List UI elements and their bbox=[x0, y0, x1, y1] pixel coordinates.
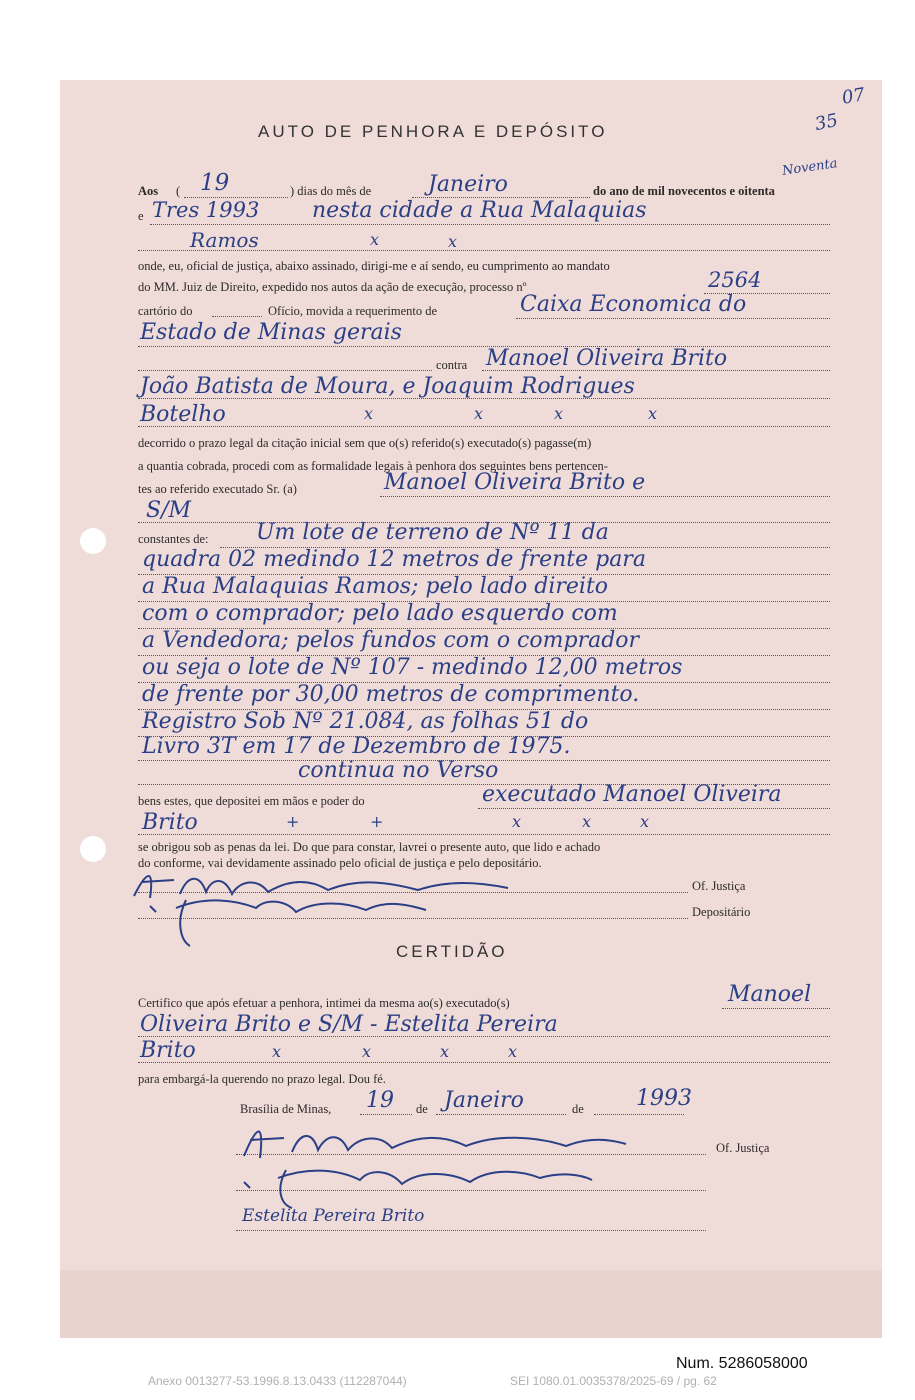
deposit2-hw: Brito bbox=[142, 810, 198, 835]
sei-reference: SEI 1080.01.0035378/2025-69 / pg. 62 bbox=[510, 1374, 717, 1388]
paren-open: ( bbox=[176, 184, 181, 198]
bens-line-9: Livro 3T em 17 de Dezembro de 1975. bbox=[142, 734, 571, 759]
sig-line-estelita bbox=[236, 1230, 706, 1231]
paper-worn-edge bbox=[60, 1270, 882, 1338]
folio-number: 07 bbox=[840, 84, 867, 109]
bens-line-4: com o comprador; pelo lado esquerdo com bbox=[142, 601, 618, 626]
punch-hole-bottom bbox=[80, 836, 106, 862]
anexo-reference: Anexo 0013277-53.1996.8.13.0433 (112287044) bbox=[148, 1374, 407, 1388]
cert-exec-hw: Manoel bbox=[728, 982, 812, 1007]
contra-label: contra bbox=[436, 358, 468, 372]
cert-line-3 bbox=[138, 1062, 830, 1063]
document-number: Num. 5286058000 bbox=[676, 1355, 808, 1372]
mark-x: x bbox=[440, 1042, 450, 1061]
onde-text: onde, eu, oficial de justiça, abaixo assinado, dirigi-me e aí sendo, eu cumprimento ao mandato bbox=[138, 259, 610, 273]
quantia-text: a quantia cobrada, procedi com as formalidade legais à penhora dos seguintes bens pertencen- bbox=[138, 459, 608, 473]
cartorio-line bbox=[212, 316, 262, 317]
handwritten-page-number: 35 bbox=[813, 109, 840, 136]
contra-line-right bbox=[482, 370, 830, 371]
date-day-hw: 19 bbox=[366, 1088, 394, 1113]
exec-sr2-hw: S/M bbox=[146, 498, 192, 523]
exec-sr-hw: Manoel Oliveira Brito e bbox=[384, 470, 646, 495]
dias-mes-label: ) dias do mês de bbox=[290, 184, 372, 198]
mm-text: do MM. Juiz de Direito, expedido nos autos da ação de execução, processo nº bbox=[138, 280, 527, 294]
mark-x: x bbox=[362, 1042, 372, 1061]
year-hw: Tres 1993 bbox=[152, 198, 260, 222]
oficio-label: Ofício, movida a requerimento de bbox=[268, 304, 438, 318]
cert-line-2 bbox=[138, 1036, 830, 1037]
signature-executado bbox=[240, 1160, 600, 1210]
bens-line-3: a Rua Malaquias Ramos; pelo lado direito bbox=[142, 574, 609, 599]
constantes-label: constantes de: bbox=[138, 532, 209, 546]
cartorio-label: cartório do bbox=[138, 304, 193, 318]
decorrido-text: decorrido o prazo legal da citação inicial sem que o(s) referido(s) executado(s) pagasse(m) bbox=[138, 436, 592, 450]
mark-x: x bbox=[648, 404, 658, 423]
requerente2-hw: Estado de Minas gerais bbox=[140, 320, 402, 345]
cert-exec-line bbox=[722, 1008, 830, 1009]
conforme-text: do conforme, vai devidamente assinado pelo oficial de justiça e pelo depositário. bbox=[138, 856, 542, 870]
deposit-hw: executado Manoel Oliveira bbox=[482, 782, 782, 807]
of-justica-label: Of. Justiça bbox=[692, 879, 746, 893]
date-year-hw: 1993 bbox=[636, 1086, 692, 1111]
processo-hw: 2564 bbox=[708, 268, 762, 292]
executado-hw: Manoel Oliveira Brito bbox=[486, 346, 728, 371]
cert-exec3-hw: Brito bbox=[140, 1038, 196, 1063]
exec-sr-line bbox=[380, 496, 830, 497]
of-justica-label-2: Of. Justiça bbox=[716, 1141, 770, 1155]
signature-depositario bbox=[146, 890, 436, 950]
line-deposit2 bbox=[138, 834, 830, 835]
place-hw: nesta cidade a Rua Malaquias bbox=[312, 198, 647, 223]
mark-x: x bbox=[582, 812, 592, 831]
certifico-text: Certifico que após efetuar a penhora, intimei da mesma ao(s) executado(s) bbox=[138, 996, 510, 1010]
date-month-hw: Janeiro bbox=[444, 1088, 524, 1113]
month-hw: Janeiro bbox=[428, 172, 508, 197]
mark-x: x bbox=[508, 1042, 518, 1061]
bens-line-2: quadra 02 medindo 12 metros de frente para bbox=[142, 547, 646, 572]
line-exec3 bbox=[138, 426, 830, 427]
bens-line-6: ou seja o lote de Nº 107 - medindo 12,00 metros bbox=[142, 655, 683, 680]
executado3-hw: Botelho bbox=[140, 402, 226, 427]
executado2-hw: João Batista de Moura, e Joaquim Rodrigues bbox=[140, 374, 635, 399]
certidao-title: CERTIDÃO bbox=[396, 942, 508, 961]
mark-x: x bbox=[370, 230, 380, 249]
date-month-line bbox=[436, 1114, 566, 1115]
depositario-label: Depositário bbox=[692, 905, 751, 919]
sig-line-executado bbox=[236, 1190, 706, 1191]
day-hw: 19 bbox=[200, 170, 230, 196]
aos-label: Aos bbox=[138, 184, 159, 198]
document-title: AUTO DE PENHORA E DEPÓSITO bbox=[258, 122, 608, 141]
mark-x: + bbox=[370, 812, 384, 831]
line-exec2 bbox=[138, 398, 830, 399]
tes-text: tes ao referido executado Sr. (a) bbox=[138, 482, 297, 496]
bens-line-8: Registro Sob Nº 21.084, as folhas 51 do bbox=[142, 709, 589, 734]
signature-estelita: Estelita Pereira Brito bbox=[242, 1206, 425, 1226]
deposit-line bbox=[478, 808, 830, 809]
requerente-hw: Caixa Economica do bbox=[520, 292, 747, 317]
place2-hw: Ramos bbox=[190, 228, 259, 252]
continua-hw: continua no Verso bbox=[298, 758, 499, 783]
brasilia-label: Brasília de Minas, bbox=[240, 1102, 332, 1116]
mark-x: x bbox=[640, 812, 650, 831]
bens-line-7: de frente por 30,00 metros de comprimento. bbox=[142, 682, 640, 707]
de-label-2: de bbox=[572, 1102, 584, 1116]
ano-mil-label: do ano de mil novecentos e oitenta bbox=[593, 184, 775, 198]
signature-oficial-certidao bbox=[236, 1118, 636, 1162]
mark-x: x bbox=[474, 404, 484, 423]
mark-x: x bbox=[554, 404, 564, 423]
mark-x: x bbox=[272, 1042, 282, 1061]
mark-x: x bbox=[448, 232, 458, 251]
obrigou-text: se obrigou sob as penas da lei. Do que para constar, lavrei o presente auto, que lido e achado bbox=[138, 840, 601, 854]
date-year-line bbox=[594, 1114, 684, 1115]
line-3 bbox=[138, 250, 830, 251]
date-day-line bbox=[360, 1114, 412, 1115]
para-text: para embargá-la querendo no prazo legal. Dou fé. bbox=[138, 1072, 386, 1086]
noventa-hw: Noventa bbox=[781, 156, 839, 179]
bens-line-5: a Vendedora; pelos fundos com o comprador bbox=[142, 628, 640, 653]
bens-estes-text: bens estes, que depositei em mãos e poder do bbox=[138, 794, 365, 808]
bens-line-1: Um lote de terreno de Nº 11 da bbox=[256, 520, 609, 545]
mark-x: x bbox=[512, 812, 522, 831]
de-label-1: de bbox=[416, 1102, 428, 1116]
sig-line-depositario bbox=[138, 918, 688, 919]
line-2 bbox=[150, 224, 830, 225]
sig-line-certidao bbox=[236, 1154, 706, 1155]
mark-x: + bbox=[286, 812, 300, 831]
cert-exec2-hw: Oliveira Brito e S/M - Estelita Pereira bbox=[140, 1012, 558, 1037]
requerente-line bbox=[516, 318, 830, 319]
contra-line-left bbox=[138, 370, 432, 371]
mark-x: x bbox=[364, 404, 374, 423]
punch-hole-top bbox=[80, 528, 106, 554]
e-label: e bbox=[138, 209, 144, 223]
